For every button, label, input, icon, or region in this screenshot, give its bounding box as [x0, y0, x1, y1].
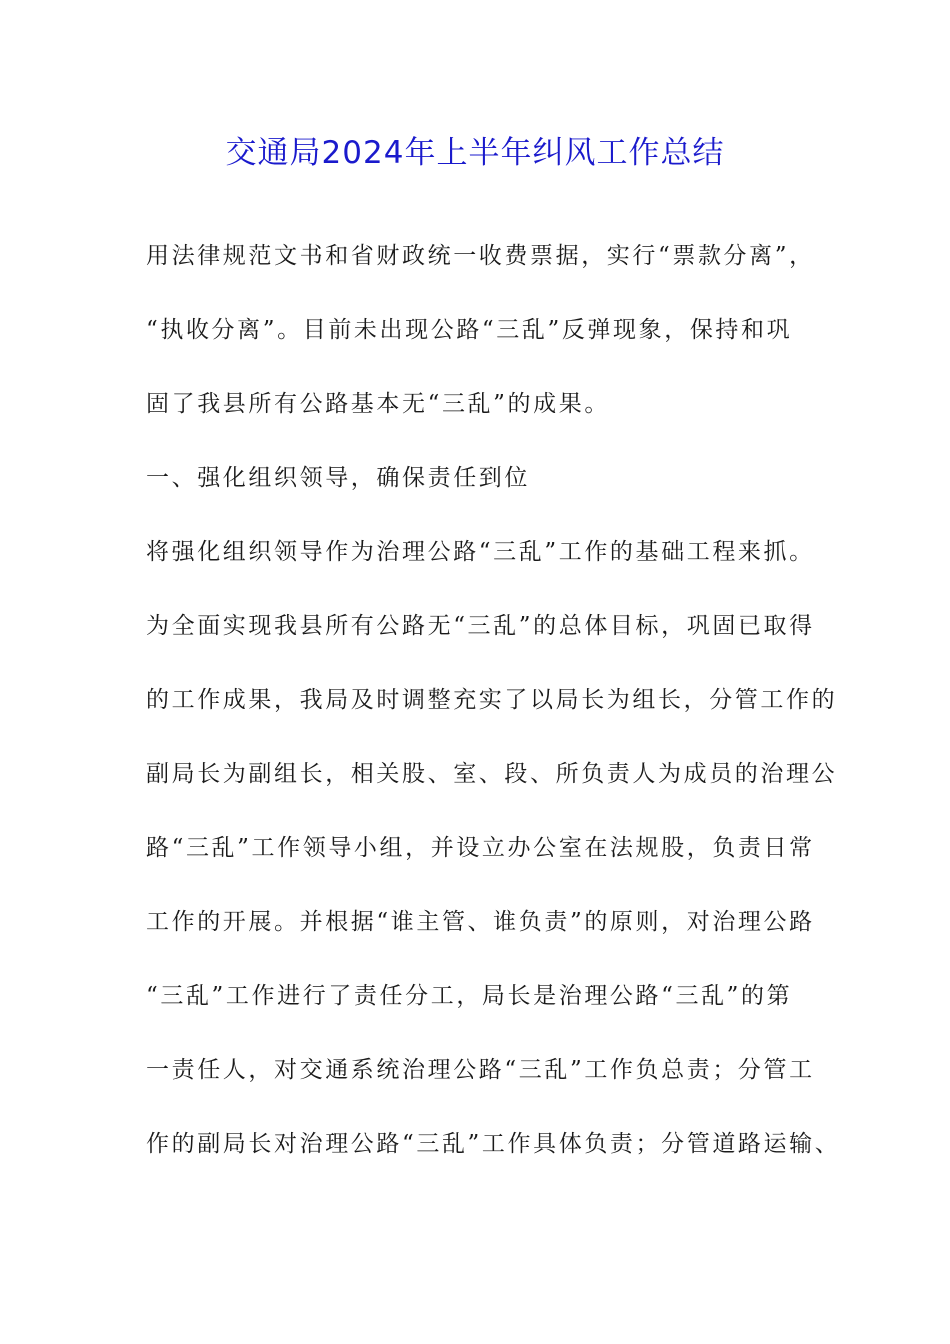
section-heading: 一、强化组织领导，确保责任到位 [146, 465, 530, 491]
body-line-10: 工作的开展。并根据“谁主管、谁负责”的原则，对治理公路 [146, 909, 815, 935]
body-line-7: 的工作成果，我局及时调整充实了以局长为组长，分管工作的 [146, 687, 838, 713]
body-line-11: “三乱”工作进行了责任分工，局长是治理公路“三乱”的第 [146, 983, 793, 1009]
body-line-6: 为全面实现我县所有公路无“三乱”的总体目标，巩固已取得 [146, 613, 815, 639]
body-line-2: “执收分离”。目前未出现公路“三乱”反弹现象，保持和巩 [146, 317, 793, 343]
body-line-12: 一责任人，对交通系统治理公路“三乱”工作负总责；分管工 [146, 1057, 815, 1083]
body-line-5: 将强化组织领导作为治理公路“三乱”工作的基础工程来抓。 [146, 539, 815, 565]
body-line-9: 路“三乱”工作领导小组，并设立办公室在法规股，负责日常 [146, 835, 815, 861]
body-line-3: 固了我县所有公路基本无“三乱”的成果。 [146, 391, 610, 417]
body-line-13: 作的副局长对治理公路“三乱”工作具体负责；分管道路运输、 [146, 1131, 841, 1157]
document-body [146, 236, 841, 1198]
body-line-1: 用法律规范文书和省财政统一收费票据，实行“票款分离”， [146, 243, 815, 269]
document-title: 交通局2024年上半年纠风工作总结 [225, 135, 725, 171]
body-line-8: 副局长为副组长，相关股、室、段、所负责人为成员的治理公 [146, 761, 838, 787]
